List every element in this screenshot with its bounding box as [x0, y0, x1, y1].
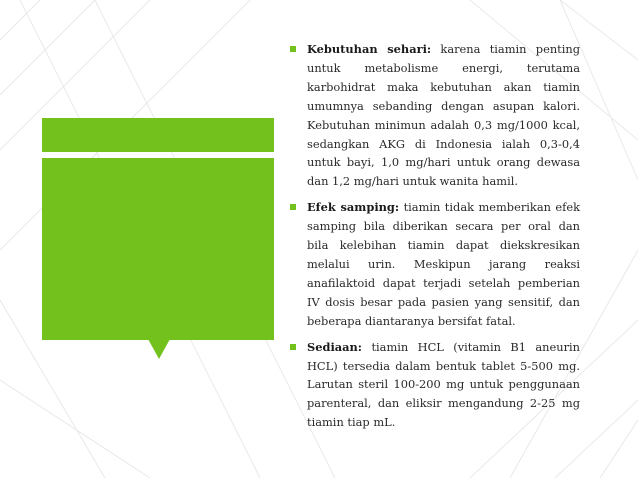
bullet-sediaan [288, 338, 580, 433]
green-title-box [42, 158, 274, 340]
green-accent-strip [42, 118, 274, 152]
bullet-text: tiamin HCL (vitamin B1 aneurin HCL) tersedia dalam bentuk tablet 5-500 mg. Larutan steril 100-200 mg untuk penggunaan parenteral, dan eliksir mengandung 2-25 mg tiamin tiap mL. [307, 339, 581, 430]
bullet-kebutuhan-sehari [288, 40, 580, 191]
bullet-efek-samping [288, 198, 580, 330]
bullet-text: tiamin tidak memberikan efek samping bila diberikan secara per oral dan bila kelebihan tiamin dapat diekskresikan melalui urin. Meskipun jarang reaksi anafilaktoid dapat terjadi setelah pemberian IV dosis besar pada pasien yang sensitif, dan beberapa diantaranya bersifat fatal. [307, 200, 580, 328]
square-bullet-icon [290, 46, 296, 52]
bullet-term: Sediaan: [307, 339, 363, 354]
green-box-pointer [148, 339, 170, 359]
square-bullet-icon [290, 204, 296, 210]
square-bullet-icon [290, 344, 296, 350]
bullet-term: Kebutuhan sehari: [307, 42, 432, 56]
bullet-list [288, 40, 580, 439]
bullet-term: Efek samping: [307, 200, 400, 215]
bullet-text: karena tiamin penting untuk metabolisme energi, terutama karbohidrat maka kebutuhan akan tiamin umumnya sebanding dengan asupan kalori. Kebutuhan minimun adalah 0,3 mg/1000 kcal, sedangkan AKG di Indonesia ialah 0,3-0,4 untuk bayi, 1,0 mg/hari untuk orang dewasa dan 1,2 mg/hari untuk wanita hamil. [307, 42, 581, 189]
